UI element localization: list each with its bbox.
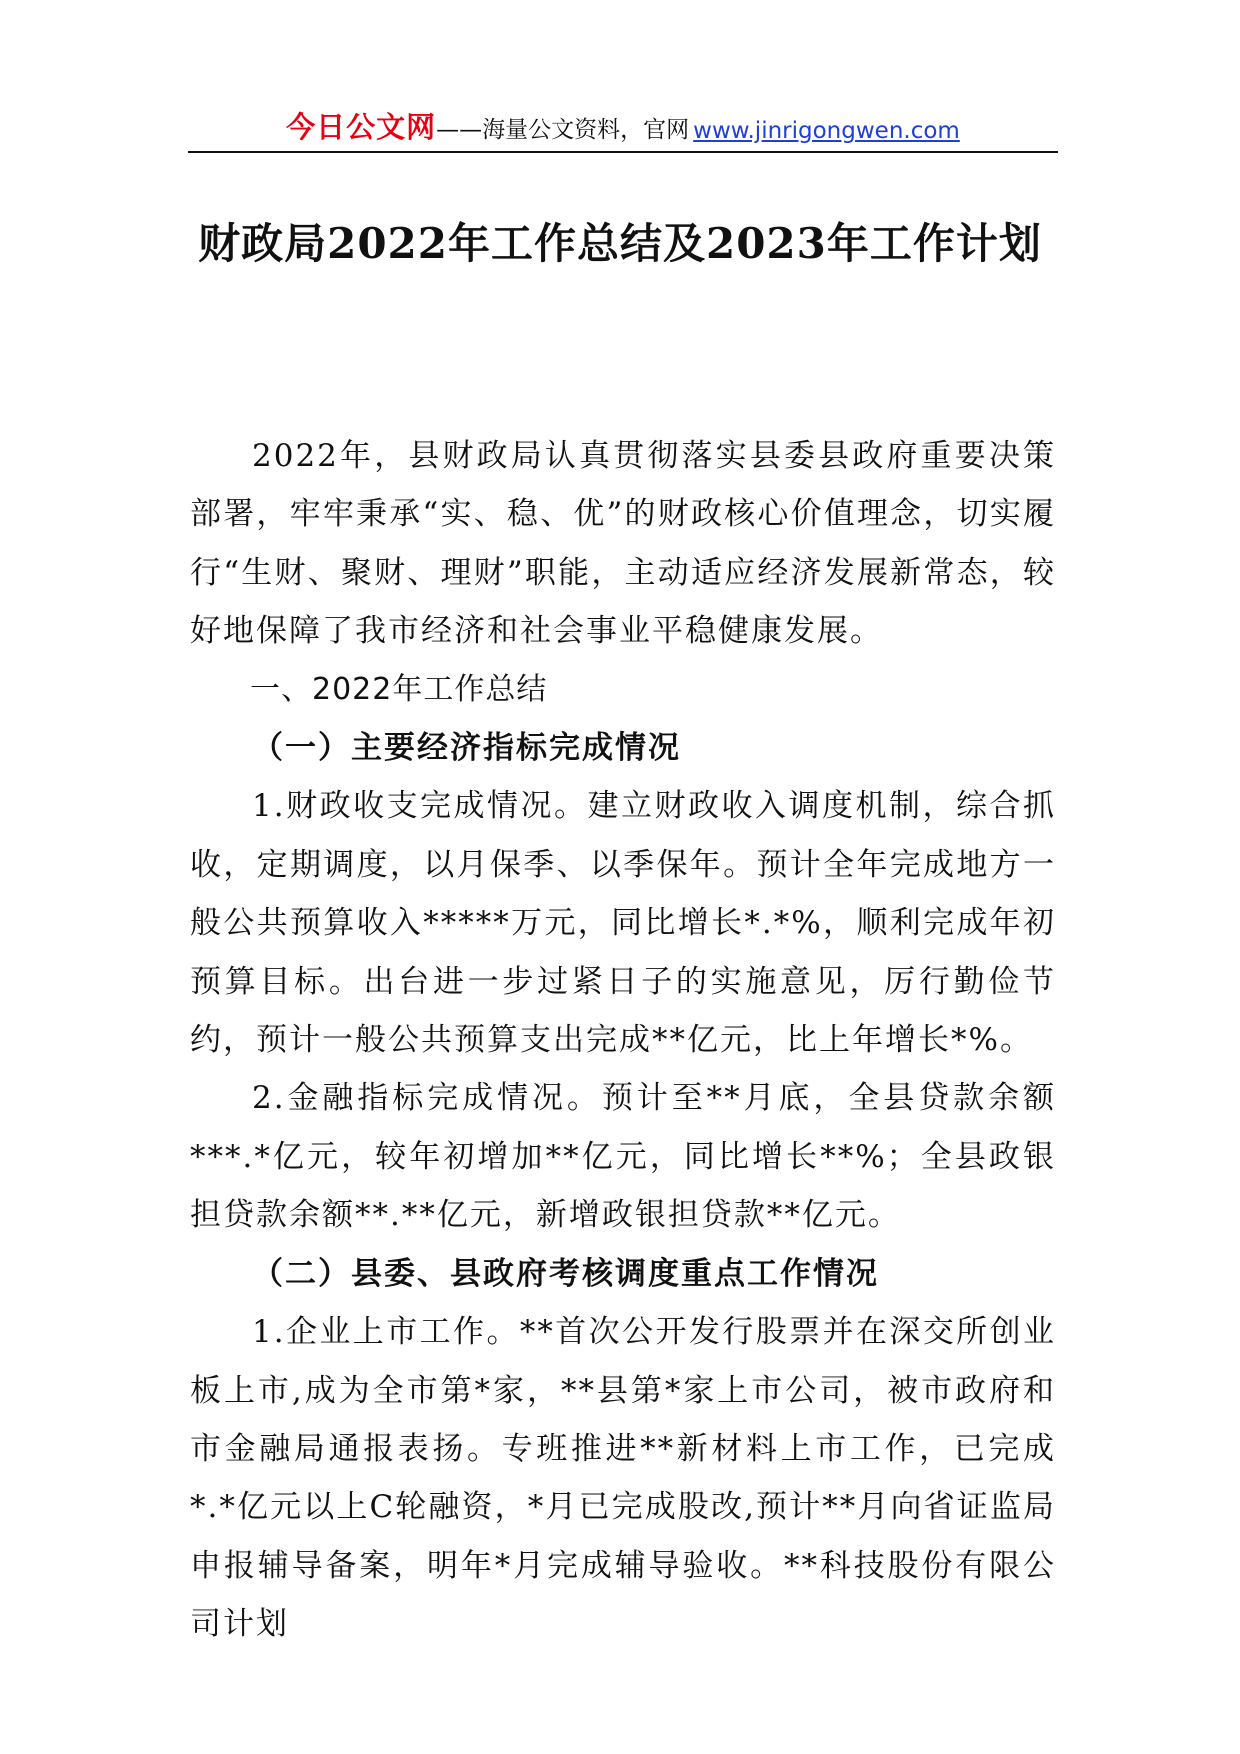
site-slogan: ——海量公文资料，官网 [436, 117, 690, 143]
site-url-link[interactable]: www.jinrigongwen.com [693, 118, 960, 144]
paragraph-financial-indicators: 2.金融指标完成情况。预计至**月底，全县贷款余额***.*亿元，较年初增加**亿元，同比增长**%；全县政银担贷款余额**.**亿元，新增政银担贷款**亿元。 [190, 1080, 1056, 1234]
paragraph-enterprise-listing: 1.企业上市工作。**首次公开发行股票并在深交所创业板上市,成为全市第*家，**县第*家上市公司，被市政府和市金融局通报表扬。专班推进**新材料上市工作，已完成*.*亿元以上C轮融资，*月已完成股改,预计**月向省证监局申报辅导备案，明年*月完成辅导验收。**科技股份有限公司计划 [190, 1314, 1056, 1643]
document-title: 财政局2022年工作总结及2023年工作计划 [198, 219, 1042, 268]
section-heading-2022-summary: 一、2022年工作总结 [250, 671, 548, 707]
intro-paragraph: 2022年，县财政局认真贯彻落实县委县政府重要决策部署，牢牢秉承“实、稳、优”的财政核心价值理念，切实履行“生财、聚财、理财”职能，主动适应经济发展新常态，较好地保障了我市经济和社会事业平稳健康发展。 [190, 438, 1056, 650]
subsection-heading-economic-indicators: （一）主要经济指标完成情况 [252, 730, 681, 767]
subsection-heading-key-work: （二）县委、县政府考核调度重点工作情况 [252, 1255, 879, 1292]
page-header [188, 100, 1058, 146]
site-brand: 今日公文网 [286, 110, 437, 144]
paragraph-fiscal-revenue-expenditure: 1.财政收支完成情况。建立财政收入调度机制，综合抓收，定期调度，以月保季、以季保年。预计全年完成地方一般公共预算收入*****万元，同比增长*.*%，顺利完成年初预算目标。出台进一步过紧日子的实施意见，厉行勤俭节约，预计一般公共预算支出完成**亿元，比上年增长*%。 [190, 788, 1056, 1059]
header-divider [188, 151, 1058, 153]
document-body [190, 427, 1056, 1654]
